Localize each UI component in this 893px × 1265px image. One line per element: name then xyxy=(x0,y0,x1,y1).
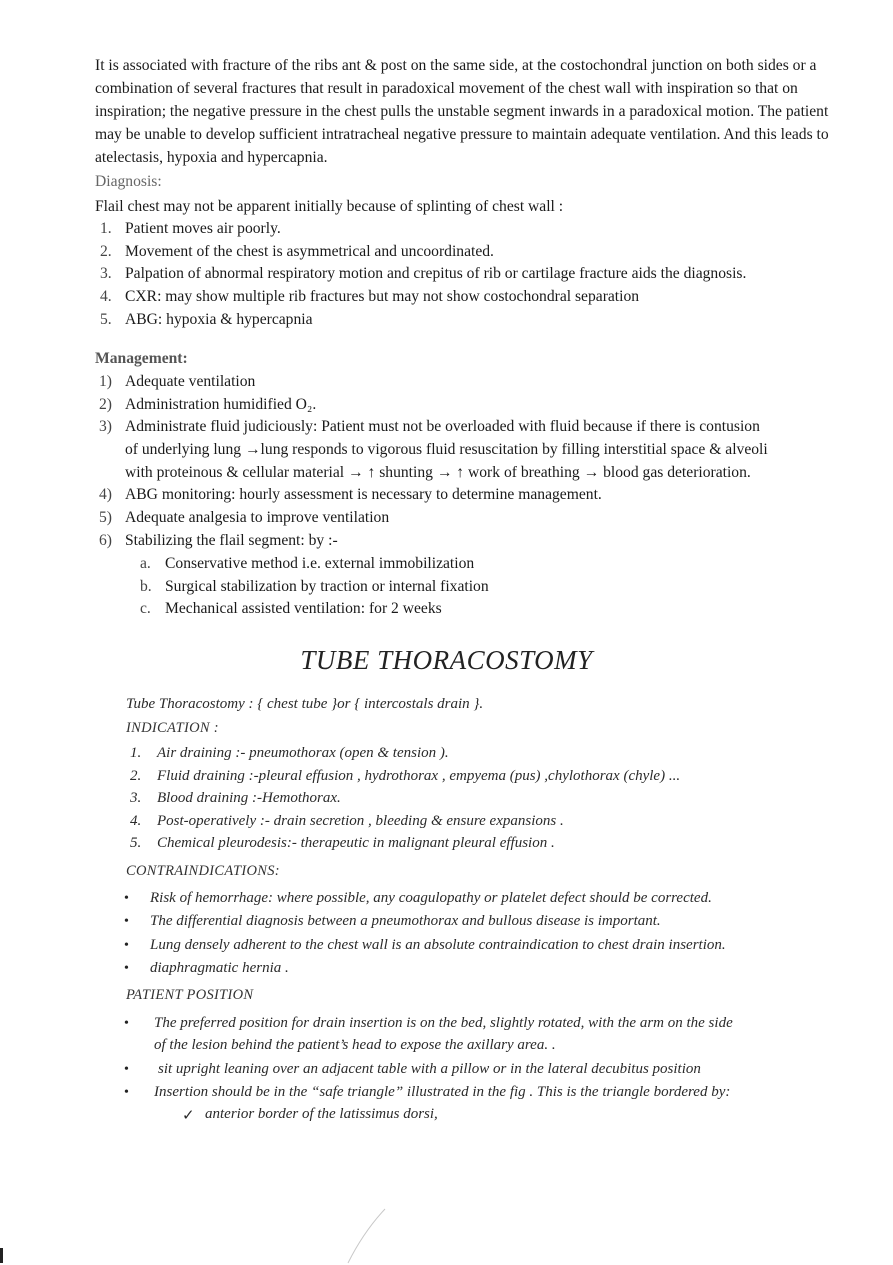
list-item: • Insertion should be in the “safe triangle” illustrated in the fig . This is the triangle bordered by: xyxy=(124,1084,731,1100)
list-item: 1. Air draining :- pneumothorax (open & tension ). xyxy=(130,745,449,761)
section-title: TUBE THORACOSTOMY xyxy=(300,645,593,675)
list-item: b. Surgical stabilization by traction or internal fixation xyxy=(140,577,489,595)
pencil-stroke-mark xyxy=(340,1205,390,1265)
scan-edge-mark xyxy=(0,1248,6,1263)
list-item: 1) Adequate ventilation xyxy=(99,373,256,390)
patient-position-list xyxy=(124,1012,844,1104)
list-item: 2. Fluid draining :-pleural effusion , hydrothorax , empyema (pus) ,chylothorax (chyle) ... xyxy=(130,767,681,784)
list-item: • The preferred position for drain insertion is on the bed, slightly rotated, with the arm on the side of the lesion behind the patient’s head to expose the axillary area. . xyxy=(124,1015,733,1053)
list-item: • sit upright leaning over an adjacent table with a pillow or in the lateral decubitus position xyxy=(124,1061,701,1077)
list-item: 1. Patient moves air poorly. xyxy=(100,220,281,237)
list-item: • Risk of hemorrhage: where possible, any coagulopathy or platelet defect should be corrected. xyxy=(124,890,712,906)
intro-paragraph: It is associated with fracture of the ribs ant & post on the same side, at the costochondral junction on both sides or a combination of several fractures that result in paradoxical movement of the chest wall with inspiration so that on inspiration; the negative pressure in the chest pulls the unstable segment inwards in a paradoxical motion. The patient may be unable to develop sufficient intratracheal negative pressure to maintain adequate ventilation. And this leads to atelectasis, hypoxia and hypercapnia. xyxy=(95,57,829,166)
list-item: 5. Chemical pleurodesis:- therapeutic in malignant pleural effusion . xyxy=(130,835,555,852)
list-item: 4. Post-operatively :- drain secretion , bleeding & ensure expansions . xyxy=(130,812,564,829)
check-item: anterior border of the latissimus dorsi, xyxy=(205,1106,438,1122)
tube-definition: Tube Thoracostomy : { chest tube }or { intercostals drain }. xyxy=(126,696,484,712)
contraindications-title: CONTRAINDICATIONS: xyxy=(126,863,280,879)
list-item: 5) Adequate analgesia to improve ventilation xyxy=(99,509,390,527)
management-title: Management: xyxy=(95,350,188,367)
list-item: 3) Administrate fluid judiciously: Patient must not be overloaded with fluid because if there is contusion of underlying lung →lung responds to vigorous fluid resuscitation by filling interstitial space & alveoli with proteinous & cellular material → ↑ shunting → ↑ work of breathing → blood gas deterioration. xyxy=(99,418,768,482)
list-item: • The differential diagnosis between a pneumothorax and bullous disease is important. xyxy=(124,913,661,930)
check-icon: ✓ xyxy=(182,1108,195,1124)
contraindications-list xyxy=(124,887,844,980)
diagnosis-list xyxy=(95,218,855,331)
diagnosis-title: Diagnosis: xyxy=(95,173,162,190)
list-item: 5. ABG: hypoxia & hypercapnia xyxy=(100,310,313,328)
indication-list xyxy=(130,742,830,855)
diagnosis-lead: Flail chest may not be apparent initially because of splinting of chest wall : xyxy=(95,198,564,215)
list-item: • Lung densely adherent to the chest wall is an absolute contraindication to chest drain insertion. xyxy=(124,936,726,953)
list-item: 4) ABG monitoring: hourly assessment is necessary to determine management. xyxy=(99,486,602,504)
list-item: c. Mechanical assisted ventilation: for 2 weeks xyxy=(140,600,442,618)
list-item: a. Conservative method i.e. external immobilization xyxy=(140,555,475,572)
list-item: 3. Palpation of abnormal respiratory motion and crepitus of rib or cartilage fracture aids the diagnosis. xyxy=(100,265,747,283)
indication-title: INDICATION : xyxy=(126,720,219,736)
list-item: 6) Stabilizing the flail segment: by :- xyxy=(99,531,338,549)
list-item: 3. Blood draining :-Hemothorax. xyxy=(130,790,341,807)
list-item: • diaphragmatic hernia . xyxy=(124,959,289,976)
management-list xyxy=(95,371,855,552)
list-item: 2) Administration humidified O₂. xyxy=(99,395,317,413)
patient-position-title: PATIENT POSITION xyxy=(126,987,254,1003)
list-item: 4. CXR: may show multiple rib fractures but may not show costochondral separation xyxy=(100,288,640,306)
management-sublist xyxy=(140,553,840,621)
list-item: 2. Movement of the chest is asymmetrical and uncoordinated. xyxy=(100,242,494,260)
